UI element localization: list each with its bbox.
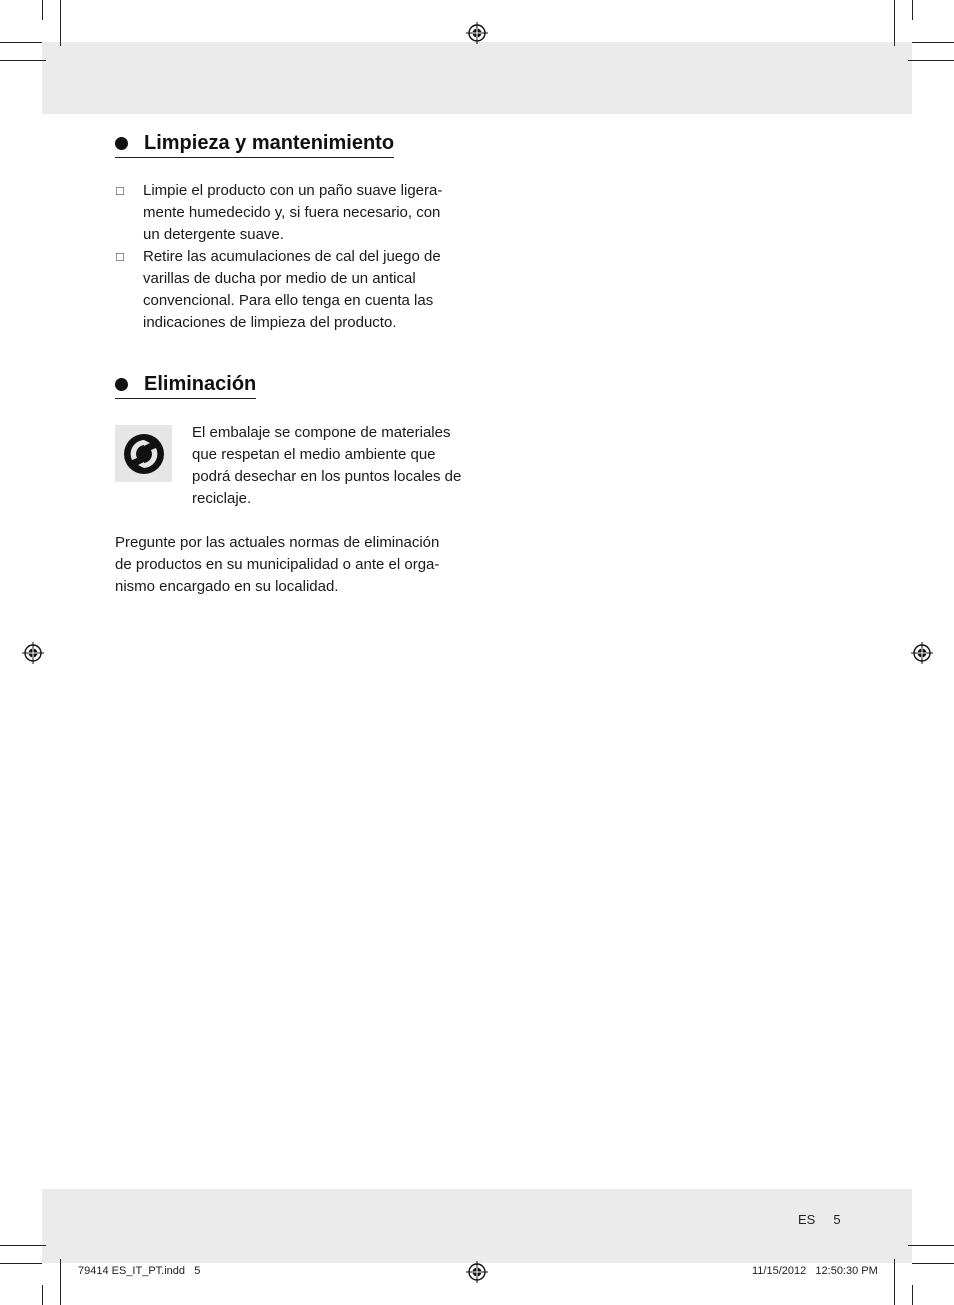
registration-mark-icon <box>466 22 488 44</box>
section-title: Eliminación <box>144 373 257 395</box>
disposal-advice-text: Pregunte por las actuales normas de eliminación de productos en su municipalidad o ante el orga-nismo encargado en su localidad. <box>115 534 440 595</box>
recycle-symbol <box>115 425 172 482</box>
list-item <box>115 246 460 334</box>
page-number: 5 <box>833 1212 841 1227</box>
section-title: Limpieza y mantenimiento <box>144 132 395 154</box>
cleaning-instructions-list <box>115 180 460 334</box>
bullet-dot-icon <box>115 378 128 391</box>
language-code: ES <box>798 1212 816 1227</box>
checkbox-square-icon: ☐ <box>115 186 125 198</box>
registration-mark-icon <box>22 642 44 664</box>
registration-mark-icon <box>466 1261 488 1283</box>
section-heading-disposal <box>115 373 256 399</box>
checkbox-square-icon: ☐ <box>115 252 125 264</box>
registration-mark-icon <box>911 642 933 664</box>
green-dot-recycle-icon <box>122 432 166 476</box>
list-item-text: Retire las acumulaciones de cal del juego de varillas de ducha por medio de un antical convencional. Para ello tenga en cuenta las indicaciones de limpieza del producto. <box>143 248 441 331</box>
page-footer <box>798 1212 859 1227</box>
list-item <box>115 180 460 246</box>
footer-band <box>42 1189 912 1263</box>
bullet-dot-icon <box>115 137 128 150</box>
section-heading-cleaning <box>115 132 394 158</box>
list-item-text: Limpie el producto con un paño suave ligera-mente humedecido y, si fuera necesario, con un detergente suave. <box>143 182 443 243</box>
print-slug-timestamp: 11/15/2012 12:50:30 PM <box>752 1265 878 1277</box>
print-slug-file: 79414 ES_IT_PT.indd 5 <box>78 1265 201 1277</box>
packaging-text: El embalaje se compone de materiales que respetan el medio ambiente que podrá desechar en los puntos locales de reciclaje. <box>192 424 462 507</box>
header-band <box>42 42 912 114</box>
